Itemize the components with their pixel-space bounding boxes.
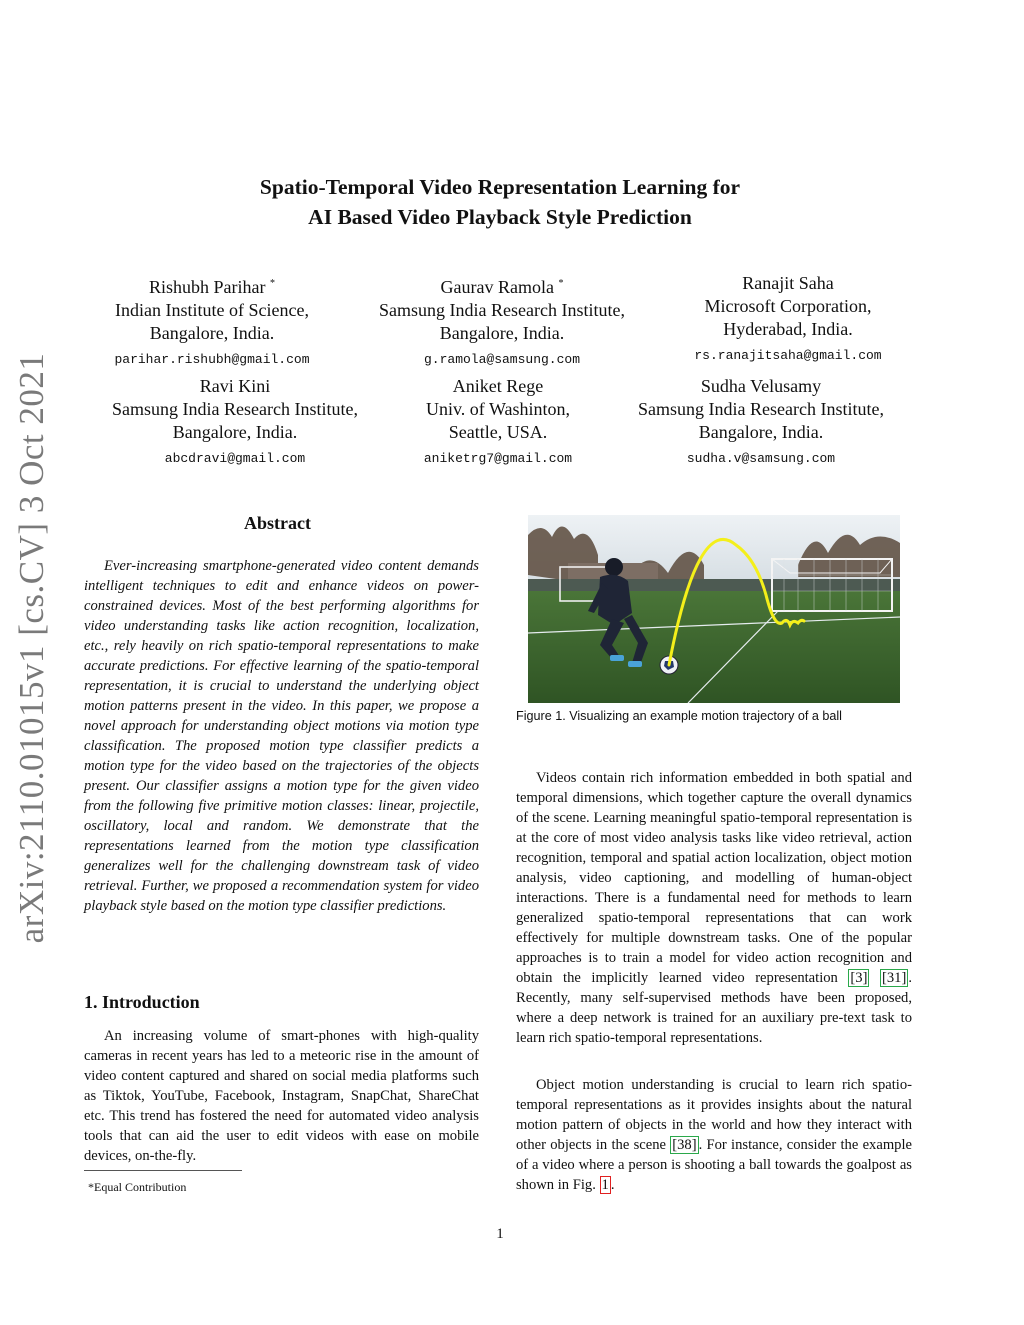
author-name: Rishubh Parihar <box>149 277 266 297</box>
author-location: Bangalore, India. <box>172 422 298 442</box>
author-location: Bangalore, India. <box>439 323 565 343</box>
author-affiliation: Samsung India Research Institute, <box>379 300 625 320</box>
author-name: Aniket Rege <box>452 376 544 396</box>
author-block <box>348 375 648 470</box>
intro-paragraph: An increasing volume of smart-phones with high-quality cameras in recent years has led to a meteoric rise in the amount of video content captured and shared on social media platforms such as Tiktok, YouTube, Facebook, Instagram, SnapChat, ShareChat etc. This trend has fostered the need for automated video analysis tools that can aid the user to edit videos with ease on mobile devices, on-the-fly. <box>84 1028 479 1164</box>
arxiv-id: arXiv:2110.01015v1 [cs.CV] 3 Oct 2021 <box>12 352 51 944</box>
author-affiliation: Univ. of Washinton, <box>425 399 571 419</box>
author-location: Bangalore, India. <box>149 323 275 343</box>
body-paragraph: Videos contain rich information embedded in both spatial and temporal dimensions, which together capture the overall dynamics of the scene. Learning meaningful spatio-temporal representation is at the core of most video analysis tasks like video retrieval, action recognition, temporal and spatial action localization, object motion analysis, video captioning, and modelling of human-object interactions. There is a fundamental need for methods to learn generalized spatio-temporal representations that can work effectively for multiple downstream tasks. One of the popular approaches is to train a model for video action recognition and obtain the implicitly learned video representation [3] [31] . Recently, many self-supervised methods have been proposed, where a deep network is trained for an auxiliary pre-text task to learn rich spatio-temporal representations. <box>516 770 912 1046</box>
arxiv-stamp <box>8 352 56 944</box>
citation-link[interactable]: [31] <box>882 970 907 986</box>
author-location: Hyderabad, India. <box>723 319 853 339</box>
author-name: Gaurav Ramola <box>440 277 554 297</box>
abstract-text: Ever-increasing smartphone-generated video content demands intelligent techniques to edit and enhance videos on power-constrained devices. Most of the best performing algorithms for video understanding tasks like action recognition, localization, etc., rely heavily on rich spatio-temporal representations to make accurate predictions. For effective learning of the spatio-temporal representation, it is crucial to understand the underlying object motion patterns present in the video. In this paper, we propose a novel approach for understanding object motions via motion type classification. The proposed motion type classifier predicts a motion type for the video based on the trajectories of the objects present. Our classifier assigns a motion type for the given video from the following five primitive motion classes: linear, projectile, oscillatory, local and random. We demonstrate that the representations learned from the motion type classification generalizes well for the challenging downstream task of video retrieval. Further, we proposed a recommendation system for video playback style based on the motion type classifier predictions. <box>84 558 479 914</box>
footnote-rule <box>84 1170 242 1171</box>
author-name: Ravi Kini <box>199 376 271 396</box>
footnote: *Equal Contribution <box>88 1180 187 1194</box>
figure-1-image <box>528 515 900 703</box>
author-email[interactable]: abcdravi@gmail.com <box>164 451 306 466</box>
author-affiliation: Samsung India Research Institute, <box>112 399 358 419</box>
author-name: Sudha Velusamy <box>700 376 822 396</box>
author-location: Seattle, USA. <box>448 422 548 442</box>
author-email[interactable]: sudha.v@samsung.com <box>686 451 836 466</box>
author-block: Gaurav Ramola * Samsung India Research Institute, Bangalore, India. g.ramola@samsung.com <box>352 272 652 371</box>
paper-title-line-1: Spatio-Temporal Video Representation Learning for <box>259 175 741 199</box>
abstract-heading: Abstract <box>244 513 311 533</box>
author-email[interactable]: parihar.rishubh@gmail.com <box>114 352 310 367</box>
grass <box>528 591 900 703</box>
figure-reference-link[interactable]: 1 <box>601 1177 609 1193</box>
author-affiliation: Microsoft Corporation, <box>704 296 872 316</box>
author-block <box>611 375 911 470</box>
paper-title-line-2: AI Based Video Playback Style Prediction <box>308 205 692 229</box>
author-email[interactable]: rs.ranajitsaha@gmail.com <box>694 348 882 363</box>
figure-caption: Figure 1. Visualizing an example motion trajectory of a ball <box>516 709 842 723</box>
author-block <box>85 375 385 470</box>
page-number: 1 <box>496 1226 504 1242</box>
author-block <box>638 272 938 367</box>
citation-link[interactable]: [3] <box>850 970 868 986</box>
author-location: Bangalore, India. <box>698 422 824 442</box>
author-affiliation: Samsung India Research Institute, <box>638 399 884 419</box>
intro-heading: 1. Introduction <box>84 992 200 1012</box>
author-email[interactable]: g.ramola@samsung.com <box>423 352 581 367</box>
author-email[interactable]: aniketrg7@gmail.com <box>423 451 573 466</box>
author-block: Rishubh Parihar * Indian Institute of Science, Bangalore, India. parihar.rishubh@gmail.com <box>62 272 362 371</box>
author-affiliation: Indian Institute of Science, <box>115 300 309 320</box>
author-name: Ranajit Saha <box>742 273 834 293</box>
body-paragraph: Object motion understanding is crucial to learn rich spatio-temporal representations as it provides insights about the natural motion pattern of objects in the world and how they interact with other objects in the scene [38] . For instance, consider the example of a video where a person is shooting a ball towards the goalpost as shown in Fig. 1 . <box>516 1077 912 1193</box>
citation-link[interactable]: [38] <box>672 1137 697 1153</box>
